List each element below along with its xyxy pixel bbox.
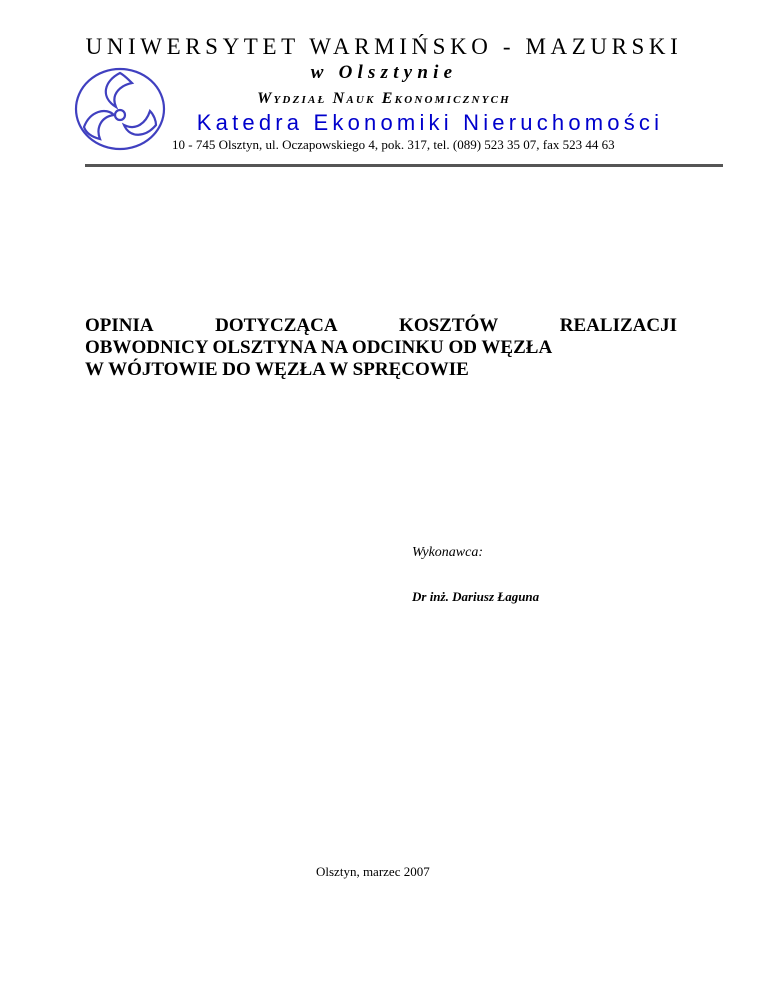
faculty-name: Wydział Nauk Ekonomicznych	[257, 90, 511, 107]
contractor-name: Dr inż. Dariusz Łaguna	[412, 589, 540, 604]
title-word: KOSZTÓW	[399, 315, 499, 336]
title-line-2: OBWODNICY OLSZTYNA NA ODCINKU OD WĘZŁA	[85, 337, 553, 358]
title-word: REALIZACJI	[559, 315, 677, 336]
university-name: UNIWERSYTET WARMIŃSKO - MAZURSKI	[85, 34, 683, 59]
header-divider	[85, 164, 723, 167]
title-line-1	[85, 315, 677, 337]
title-line-3: W WÓJTOWIE DO WĘZŁA W SPRĘCOWIE	[85, 359, 469, 380]
emblem-center	[115, 110, 125, 120]
title-word: DOTYCZĄCA	[215, 315, 338, 336]
place-and-date: Olsztyn, marzec 2007	[316, 864, 430, 879]
university-emblem-icon	[70, 63, 170, 153]
contractor-label: Wykonawca:	[412, 545, 484, 560]
city-name: w Olsztynie	[310, 62, 458, 83]
title-word: OPINIA	[85, 315, 154, 336]
emblem-blade-right	[124, 111, 156, 135]
document-title	[85, 315, 677, 381]
contact-address: 10 - 745 Olsztyn, ul. Oczapowskiego 4, pok. 317, tel. (089) 523 35 07, fax 523 44 63	[172, 137, 615, 152]
department-name: Katedra Ekonomiki Nieruchomości	[196, 110, 664, 135]
emblem-blade-left	[84, 111, 114, 139]
emblem-blade-top	[106, 73, 132, 107]
